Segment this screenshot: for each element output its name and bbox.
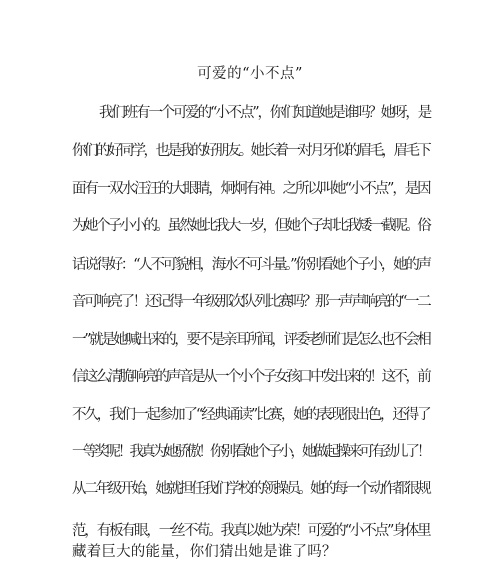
document-title: 可爱的“小不点” — [197, 66, 303, 82]
text-line-5: 话说得好：“人不可貌相，海水不可斗量。”你别看她个子小，她的声 — [72, 257, 430, 273]
text-line-3: 面有一双水汪汪的大眼睛，炯炯有神。之所以叫她“小不点”，是因 — [72, 181, 430, 197]
text-line-13: 藏着巨大的能量，你们猜出她是谁了吗？ — [72, 544, 337, 560]
text-line-8: 信这么清脆响亮的声音是从一个小个子女孩口中发出来的！这不，前 — [72, 369, 430, 385]
text-line-9: 不久，我们一起参加了“经典诵读”比赛，她的表现很出色，还得了 — [72, 407, 430, 423]
text-line-1: 我们班有一个可爱的“小不点”，你们知道她是谁吗？她呀，是 — [99, 105, 431, 121]
text-line-10: 一等奖呢！我真为她骄傲！你别看她个子小，她做起操来可有劲儿了！ — [72, 444, 429, 460]
text-line-6: 音可响亮了！还记得一年级那次队列比赛吗？那一声声响亮的“一二 — [72, 294, 430, 310]
text-line-7: 一”就是她喊出来的，要不是亲耳所闻，评委老师们是怎么也不会相 — [72, 332, 430, 348]
text-line-12: 范，有板有眼，一丝不苟。我真以她为荣！可爱的“小不点”身体里 — [72, 523, 430, 539]
text-line-4: 为她个子小小的。虽然她比我大一岁，但她个子却比我矮一截呢。俗 — [72, 218, 430, 234]
text-line-2: 你们的好同学，也是我的好朋友。她长着一对月牙似的眉毛，眉毛下 — [72, 143, 430, 159]
text-line-11: 从二年级开始，她就担任我们学校的领操员。她的每一个动作都很规 — [72, 481, 430, 497]
